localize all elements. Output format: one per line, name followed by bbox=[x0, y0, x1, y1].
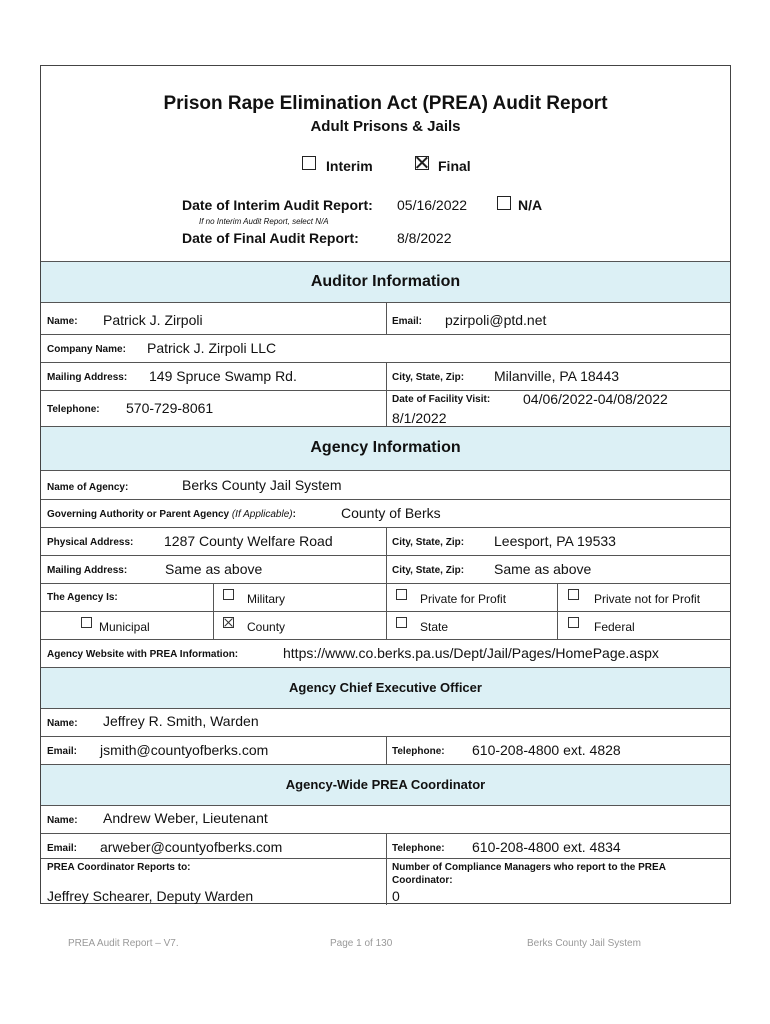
interim-date-label: Date of Interim Audit Report: bbox=[182, 197, 373, 213]
final-date-label: Date of Final Audit Report: bbox=[182, 230, 359, 246]
final-date: 8/8/2022 bbox=[397, 230, 452, 246]
agency-section-header bbox=[41, 426, 730, 470]
governing-authority: County of Berks bbox=[341, 505, 441, 521]
ceo-section-header bbox=[41, 667, 730, 708]
interim-note: If no Interim Audit Report, select N/A bbox=[199, 217, 329, 226]
na-label: N/A bbox=[518, 197, 543, 213]
ceo-section-title: Agency Chief Executive Officer bbox=[289, 680, 482, 695]
physical-address: 1287 County Welfare Road bbox=[164, 533, 333, 549]
agency-name-label: Name of Agency: bbox=[47, 482, 129, 493]
coordinator-phone: 610-208-4800 ext. 4834 bbox=[472, 839, 621, 855]
coordinator-section-header bbox=[41, 764, 730, 805]
private-profit-checkbox[interactable] bbox=[396, 589, 407, 600]
auditor-phone-label: Telephone: bbox=[47, 404, 100, 415]
military-label: Military bbox=[247, 592, 285, 606]
final-checkbox[interactable] bbox=[415, 156, 429, 170]
interim-checkbox[interactable] bbox=[302, 156, 316, 170]
company-name-label: Company Name: bbox=[47, 344, 126, 355]
auditor-name-label: Name: bbox=[47, 316, 78, 327]
coordinator-phone-label: Telephone: bbox=[392, 843, 445, 854]
visit-dates: 04/06/2022-04/08/2022 bbox=[523, 391, 668, 407]
military-checkbox[interactable] bbox=[223, 589, 234, 600]
coordinator-name-label: Name: bbox=[47, 815, 78, 826]
federal-label: Federal bbox=[594, 620, 635, 634]
physical-address-label: Physical Address: bbox=[47, 537, 134, 548]
report-subtitle: Adult Prisons & Jails bbox=[310, 118, 461, 135]
municipal-checkbox[interactable] bbox=[81, 617, 92, 628]
managers-label-2: Coordinator: bbox=[392, 875, 453, 886]
auditor-csz: Milanville, PA 18443 bbox=[494, 368, 620, 384]
governing-label: Governing Authority or Parent Agency (If Applicable): bbox=[47, 509, 296, 520]
auditor-section-title: Auditor Information bbox=[310, 273, 461, 290]
interim-date: 05/16/2022 bbox=[397, 197, 468, 213]
report-title: Prison Rape Elimination Act (PREA) Audit Report bbox=[163, 93, 608, 114]
agency-type-label: The Agency Is: bbox=[47, 592, 118, 603]
mailing-csz-label: City, State, Zip: bbox=[392, 565, 465, 576]
auditor-mailing: 149 Spruce Swamp Rd. bbox=[149, 368, 297, 384]
visit-dates-2: 8/1/2022 bbox=[392, 410, 447, 426]
state-label: State bbox=[420, 620, 449, 634]
reports-to: Jeffrey Schearer, Deputy Warden bbox=[47, 888, 254, 904]
auditor-csz-label: City, State, Zip: bbox=[392, 372, 465, 383]
physical-csz: Leesport, PA 19533 bbox=[494, 533, 616, 549]
agency-name: Berks County Jail System bbox=[182, 477, 342, 493]
interim-label: Interim bbox=[326, 158, 373, 174]
state-checkbox[interactable] bbox=[396, 617, 407, 628]
county-checkbox[interactable] bbox=[223, 617, 234, 628]
ceo-name-label: Name: bbox=[47, 718, 78, 729]
private-nonprofit-label: Private not for Profit bbox=[594, 592, 701, 606]
auditor-section-header bbox=[41, 261, 730, 302]
ceo-phone: 610-208-4800 ext. 4828 bbox=[472, 742, 621, 758]
private-nonprofit-checkbox[interactable] bbox=[568, 589, 579, 600]
ceo-name: Jeffrey R. Smith, Warden bbox=[103, 713, 259, 729]
ceo-phone-label: Telephone: bbox=[392, 746, 445, 757]
na-checkbox[interactable] bbox=[497, 196, 511, 210]
federal-checkbox[interactable] bbox=[568, 617, 579, 628]
auditor-email-label: Email: bbox=[392, 316, 423, 327]
managers-label-1: Number of Compliance Managers who report to the PREA bbox=[392, 862, 666, 873]
reports-to-label: PREA Coordinator Reports to: bbox=[47, 862, 191, 873]
mailing-csz: Same as above bbox=[494, 561, 592, 577]
visit-date-label: Date of Facility Visit: bbox=[392, 394, 491, 405]
coordinator-section-title: Agency-Wide PREA Coordinator bbox=[285, 777, 486, 792]
coordinator-email-label: Email: bbox=[47, 843, 78, 854]
ceo-email-label: Email: bbox=[47, 746, 78, 757]
agency-website[interactable]: https://www.co.berks.pa.us/Dept/Jail/Pages/HomePage.aspx bbox=[283, 645, 659, 661]
company-name: Patrick J. Zirpoli LLC bbox=[147, 340, 277, 356]
footer-facility: Berks County Jail System bbox=[527, 938, 641, 949]
audit-report-form bbox=[40, 65, 731, 904]
footer-version: PREA Audit Report – V7. bbox=[68, 938, 179, 949]
agency-mailing: Same as above bbox=[165, 561, 263, 577]
final-label: Final bbox=[438, 158, 471, 174]
footer-page-number: Page 1 of 130 bbox=[330, 938, 393, 949]
auditor-email: pzirpoli@ptd.net bbox=[445, 312, 547, 328]
agency-mailing-label: Mailing Address: bbox=[47, 565, 128, 576]
ceo-email: jsmith@countyofberks.com bbox=[100, 742, 269, 758]
physical-csz-label: City, State, Zip: bbox=[392, 537, 465, 548]
managers-count: 0 bbox=[392, 888, 400, 904]
auditor-mailing-label: Mailing Address: bbox=[47, 372, 128, 383]
municipal-label: Municipal bbox=[99, 620, 150, 634]
coordinator-name: Andrew Weber, Lieutenant bbox=[103, 810, 268, 826]
private-profit-label: Private for Profit bbox=[420, 592, 507, 606]
website-label: Agency Website with PREA Information: bbox=[47, 649, 239, 660]
coordinator-email: arweber@countyofberks.com bbox=[100, 839, 283, 855]
auditor-name: Patrick J. Zirpoli bbox=[103, 312, 203, 328]
county-label: County bbox=[247, 620, 286, 634]
auditor-phone: 570-729-8061 bbox=[126, 400, 214, 416]
agency-section-title: Agency Information bbox=[310, 439, 461, 456]
